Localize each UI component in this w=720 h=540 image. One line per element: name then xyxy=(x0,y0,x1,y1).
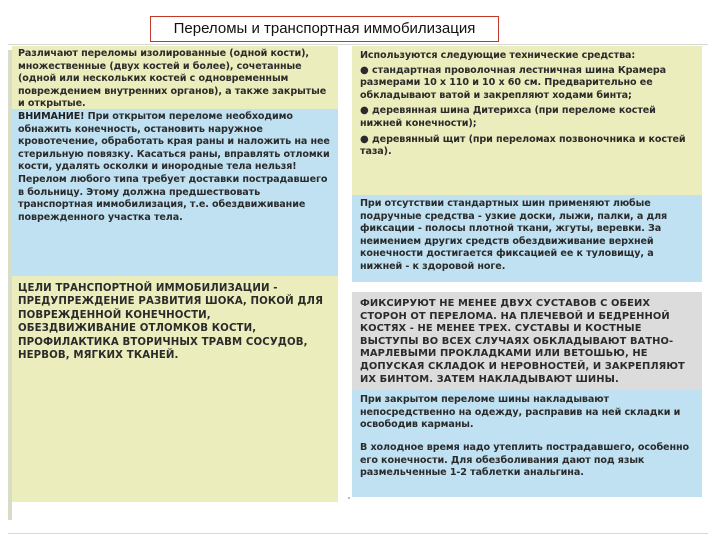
means-item-kramer xyxy=(360,65,696,103)
means-item-diterichs-text: деревянная шина Дитерихса (при переломе костей нижней конечности); xyxy=(360,105,656,129)
bullet-dot-icon: ● xyxy=(360,133,373,145)
bullet-dot-icon: ● xyxy=(360,64,373,76)
attention-heading: ВНИМАНИЕ! xyxy=(18,111,85,122)
means-item-board xyxy=(360,134,696,159)
right-para-improvised xyxy=(352,195,702,282)
right-para-improvised-text: При отсутствии стандартных шин применяют любые подручные средства - узкие доски, лыжи, палки, а для фиксации - полосы плотной ткани, жгуты, веревки. За неимением других средств обездвиживание верхней конечности достигается фиксацией ее к туловищу, а нижней - к здоровой ноге. xyxy=(360,198,668,272)
right-para-means xyxy=(352,46,702,195)
left-para-goals-text: ЦЕЛИ ТРАНСПОРТНОЙ ИММОБИЛИЗАЦИИ - ПРЕДУПРЕЖДЕНИЕ РАЗВИТИЯ ШОКА, ПОКОЙ ДЛЯ ПОВРЕЖДЕННОЙ КОНЕЧНОСТИ, ОБЕЗДВИЖИВАНИЕ ОТЛОМКОВ КОСТИ, ПРОФИЛАКТИКА ВТОРИЧНЫХ ТРАВМ СОСУДОВ, НЕРВОВ, МЯГКИХ ТКАНЕЙ. xyxy=(18,283,324,362)
right-gap xyxy=(352,282,702,292)
left-para-goals xyxy=(12,276,338,502)
bottom-divider xyxy=(8,533,708,534)
bullet-dot-icon: ● xyxy=(360,105,373,117)
right-para-cold-weather xyxy=(352,440,702,497)
means-item-kramer-text: стандартная проволочная лестничная шина Крамера размерами 10 х 110 и 10 х 60 см. Предварительно ее обкладывают ватой и закрепляют ходами бинта; xyxy=(360,64,667,101)
left-para-attention xyxy=(12,109,338,276)
left-para-types xyxy=(12,46,338,109)
attention-body: При открытом переломе необходимо обнажить конечность, остановить наружное кровотечение, обработать края раны и наложить на нее стерильную повязку. Касаться раны, вправлять отломки кости, удалять осколки и инородные тела нельзя! Перелом любого типа требует доставки пострадавшего в больницу. Этому должна предшествовать транспортная иммобилизация, т.е. обездвиживание поврежденного участка тела. xyxy=(18,111,330,223)
top-divider xyxy=(8,44,708,45)
means-item-diterichs xyxy=(360,105,696,130)
left-para-types-text: Различают переломы изолированные (одной кости), множественные (двух костей и более), сочетанные (одной или нескольких костей с одновременным повреждением внутренних органов), а также закрытые и открытые. xyxy=(18,48,327,109)
means-item-board-text: деревянный щит (при переломах позвоночника и костей таза). xyxy=(360,133,686,158)
left-column xyxy=(12,46,338,502)
right-para-fixation-text: ФИКСИРУЮТ НЕ МЕНЕЕ ДВУХ СУСТАВОВ С ОБЕИХ СТОРОН ОТ ПЕРЕЛОМА. НА ПЛЕЧЕВОЙ И БЕДРЕННОЙ КОСТЯХ - НЕ МЕНЕЕ ТРЕХ. СУСТАВЫ И КОСТНЫЕ ВЫСТУПЫ ВО ВСЕХ СЛУЧАЯХ ОБКЛАДЫВАЮТ ВАТНО-МАРЛЕВЫМИ ПРОКЛАДКАМИ ИЛИ ВЕТОШЬЮ, НЕ ДОПУСКАЯ СКЛАДОК И НЕРОВНОСТЕЙ, И ЗАКРЕПЛЯЮТ ИХ БИНТОМ. ЗАТЕМ НАКЛАДЫВАЮТ ШИНЫ. xyxy=(360,298,685,385)
right-para-closed-fracture xyxy=(352,390,702,440)
scan-artifact xyxy=(348,497,350,499)
right-para-fixation xyxy=(352,292,702,390)
right-para-closed-fracture-text: При закрытом переломе шины накладывают непосредственно на одежду, расправив на ней складки и освободив карманы. xyxy=(360,394,681,431)
right-column xyxy=(352,46,702,497)
right-para-cold-weather-text: В холодное время надо утеплить пострадавшего, особенно его конечности. Для обезболивания дают под язык размельченные 1-2 таблетки анальгина. xyxy=(360,442,690,479)
slide-title: Переломы и транспортная иммобилизация xyxy=(150,16,499,42)
means-intro: Используются следующие технические средства: xyxy=(360,50,636,61)
